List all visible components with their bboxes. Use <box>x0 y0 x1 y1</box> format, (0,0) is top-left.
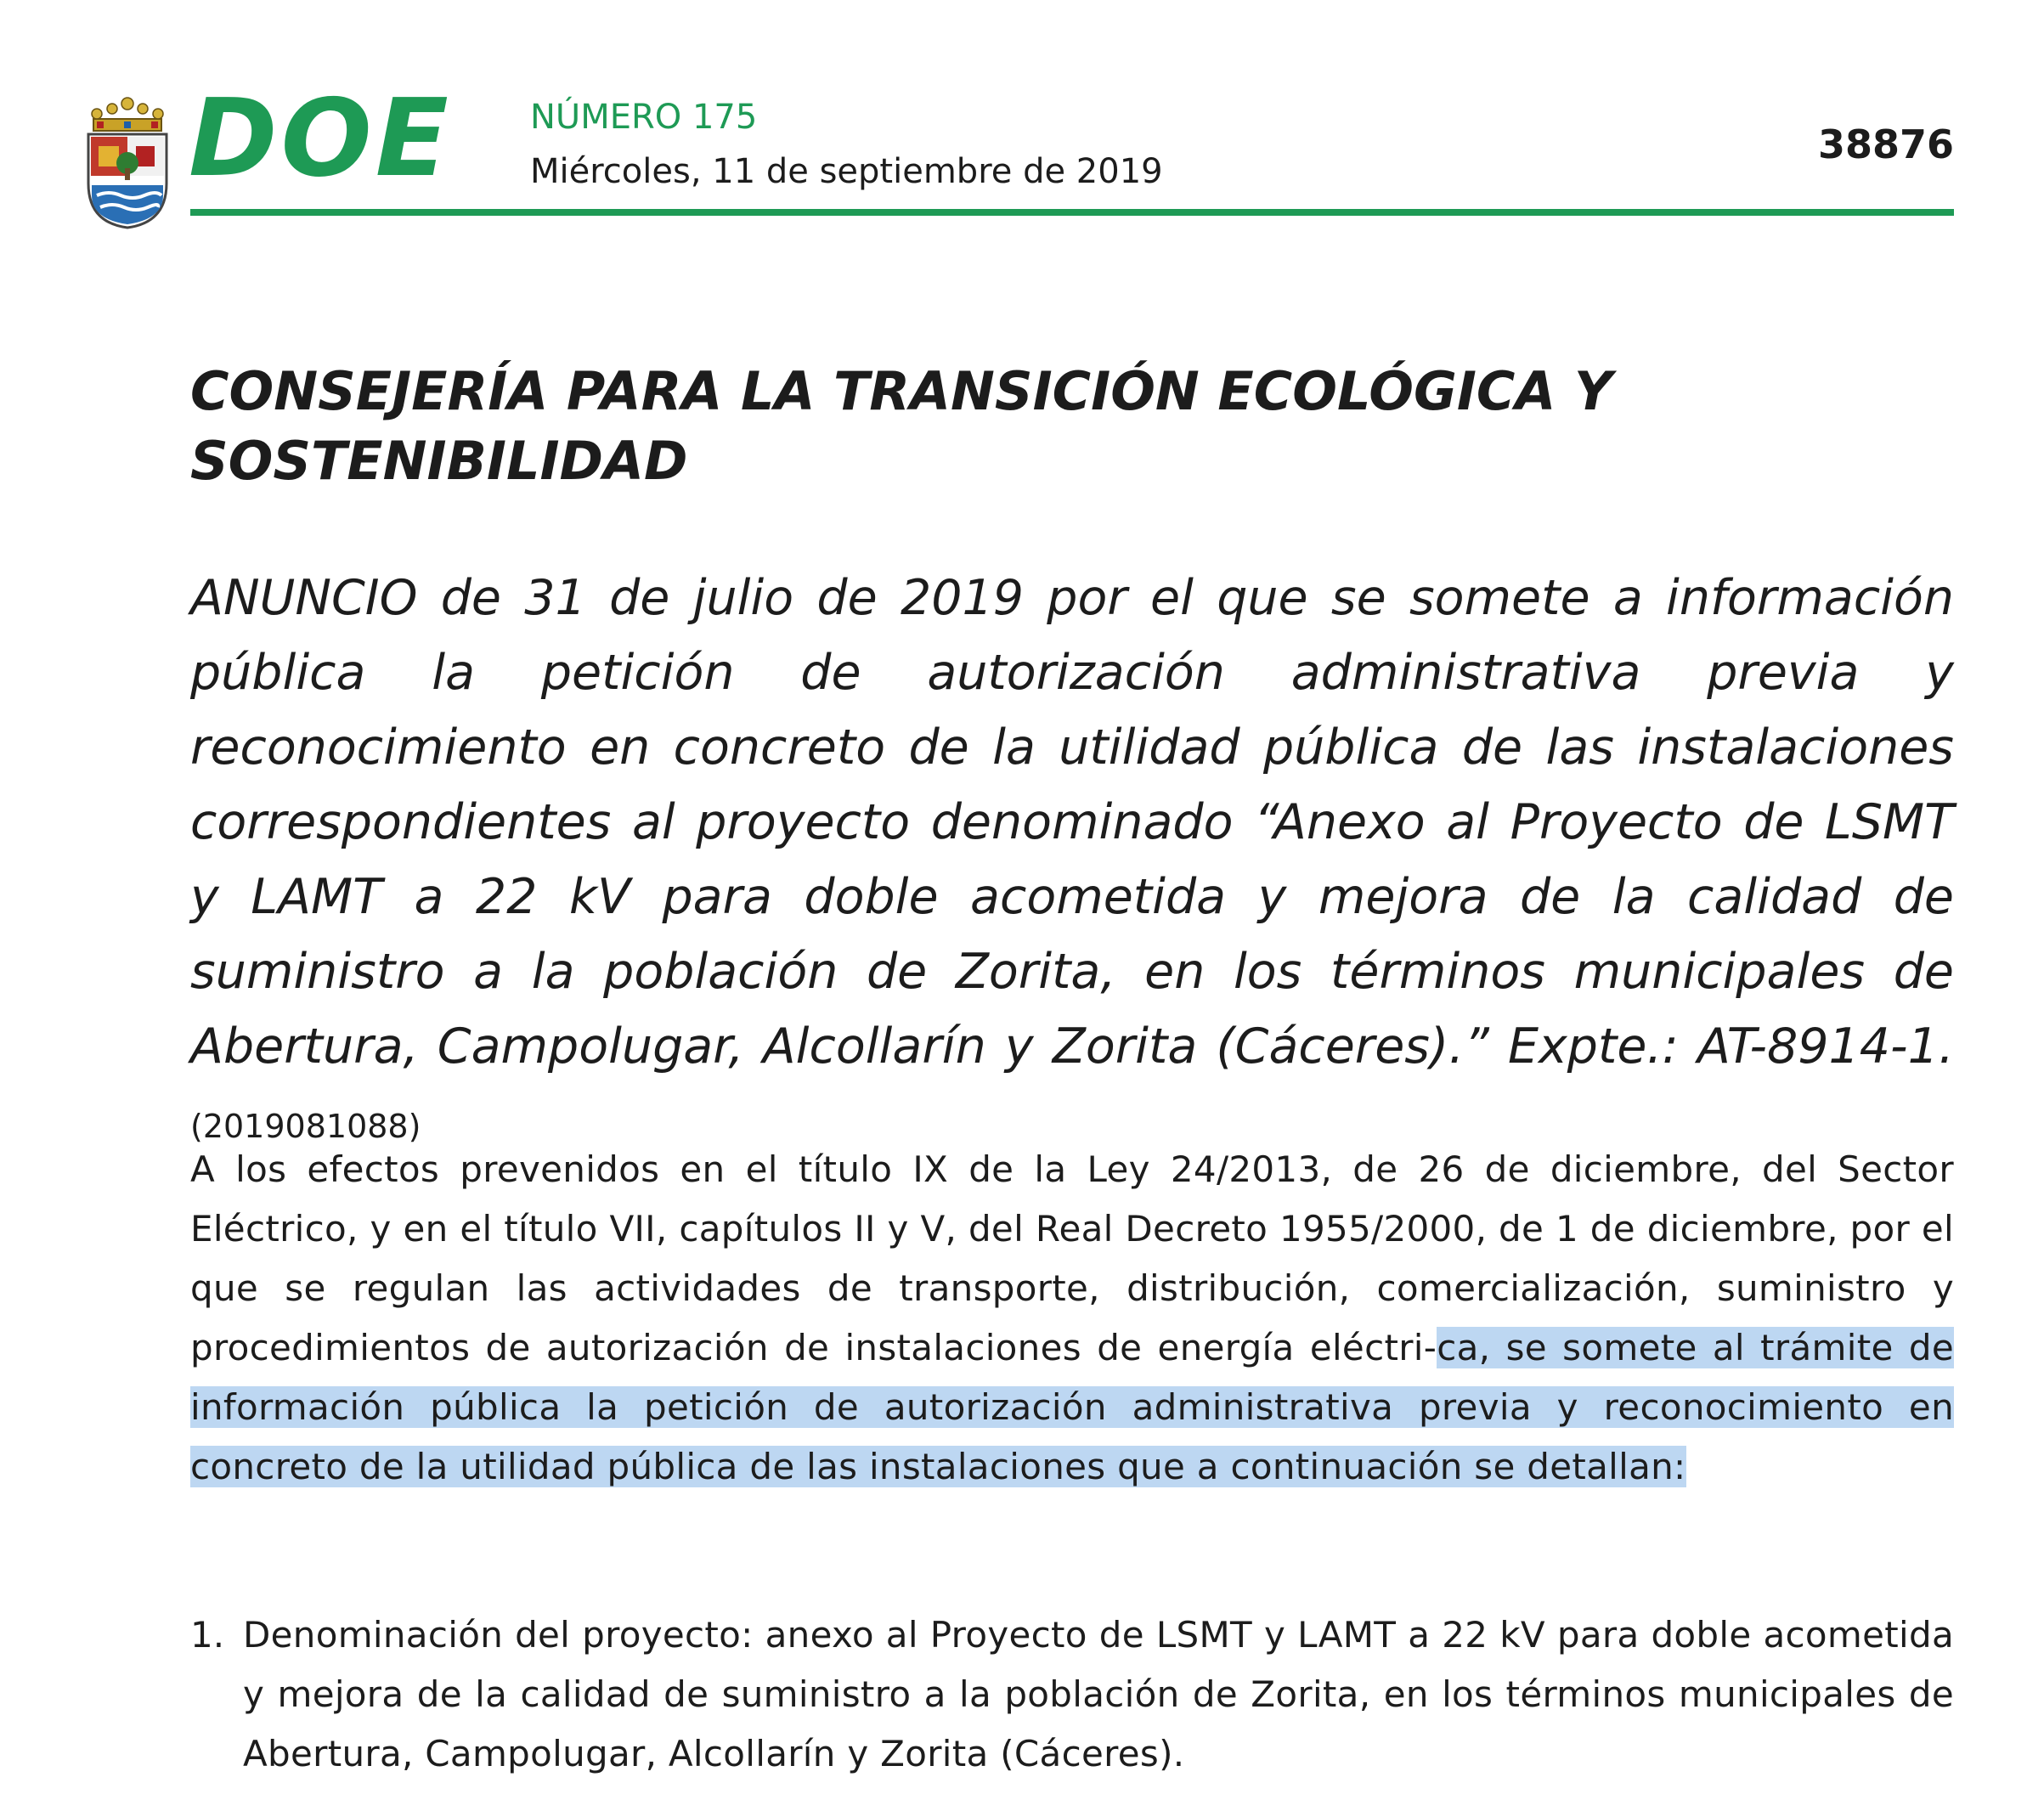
doe-logo: DOE <box>189 76 452 200</box>
announcement-text: ANUNCIO de 31 de julio de 2019 por el que se somete a información pública la petición de autorización administrativa previa y reconocimiento en concreto de la utilidad pública de las instalaciones correspondientes al proyecto denominado “Anexo al Proyecto de LSMT y LAMT a 22 kV para doble acometida y mejora de la calidad de suministro a la población de Zorita, en los términos municipales de Abertura, Campolugar, Alcollarín y Zorita (Cáceres).” Expte.: AT-8914-1. <box>190 570 1954 1075</box>
selected-text[interactable]: ca, se somete al trámite de información pública la petición de autorización administrativa previa y reconocimiento en concreto de la utilidad pública de las instalaciones que a continuación se detallan: <box>190 1327 1954 1487</box>
issue-number: NÚMERO 175 <box>530 98 758 137</box>
header-rule <box>190 209 1954 216</box>
list-item <box>190 1605 1954 1784</box>
department-heading: CONSEJERÍA PARA LA TRANSICIÓN ECOLÓGICA Y SOSTENIBILIDAD <box>190 360 1612 492</box>
body-paragraph <box>190 1140 1954 1497</box>
announcement-reference: (2019081088) <box>190 1108 421 1145</box>
announcement-title <box>190 561 1954 1164</box>
list-item-text: Denominación del proyecto: anexo al Proyecto de LSMT y LAMT a 22 kV para doble acometida y mejora de la calidad de suministro a la población de Zorita, en los términos municipales de Abertura, Campolugar, Alcollarín y Zorita (Cáceres). <box>243 1614 1954 1774</box>
list-item-number: 1. <box>190 1614 225 1656</box>
page-number: 38876 <box>1817 121 1954 167</box>
issue-date: Miércoles, 11 de septiembre de 2019 <box>530 152 1163 191</box>
coat-of-arms-icon <box>80 95 175 229</box>
paragraph-text: A los efectos prevenidos en el título IX de la Ley 24/2013, de 26 de diciembre, del Sector Eléctrico, y en el título VII, capítulos II y V, del Real Decreto 1955/2000, de 1 de diciembre, por el que se regulan las actividades de transporte, distribución, comercialización, suministro y procedimientos de autorización de instalaciones de energía eléctri- <box>190 1148 1954 1368</box>
